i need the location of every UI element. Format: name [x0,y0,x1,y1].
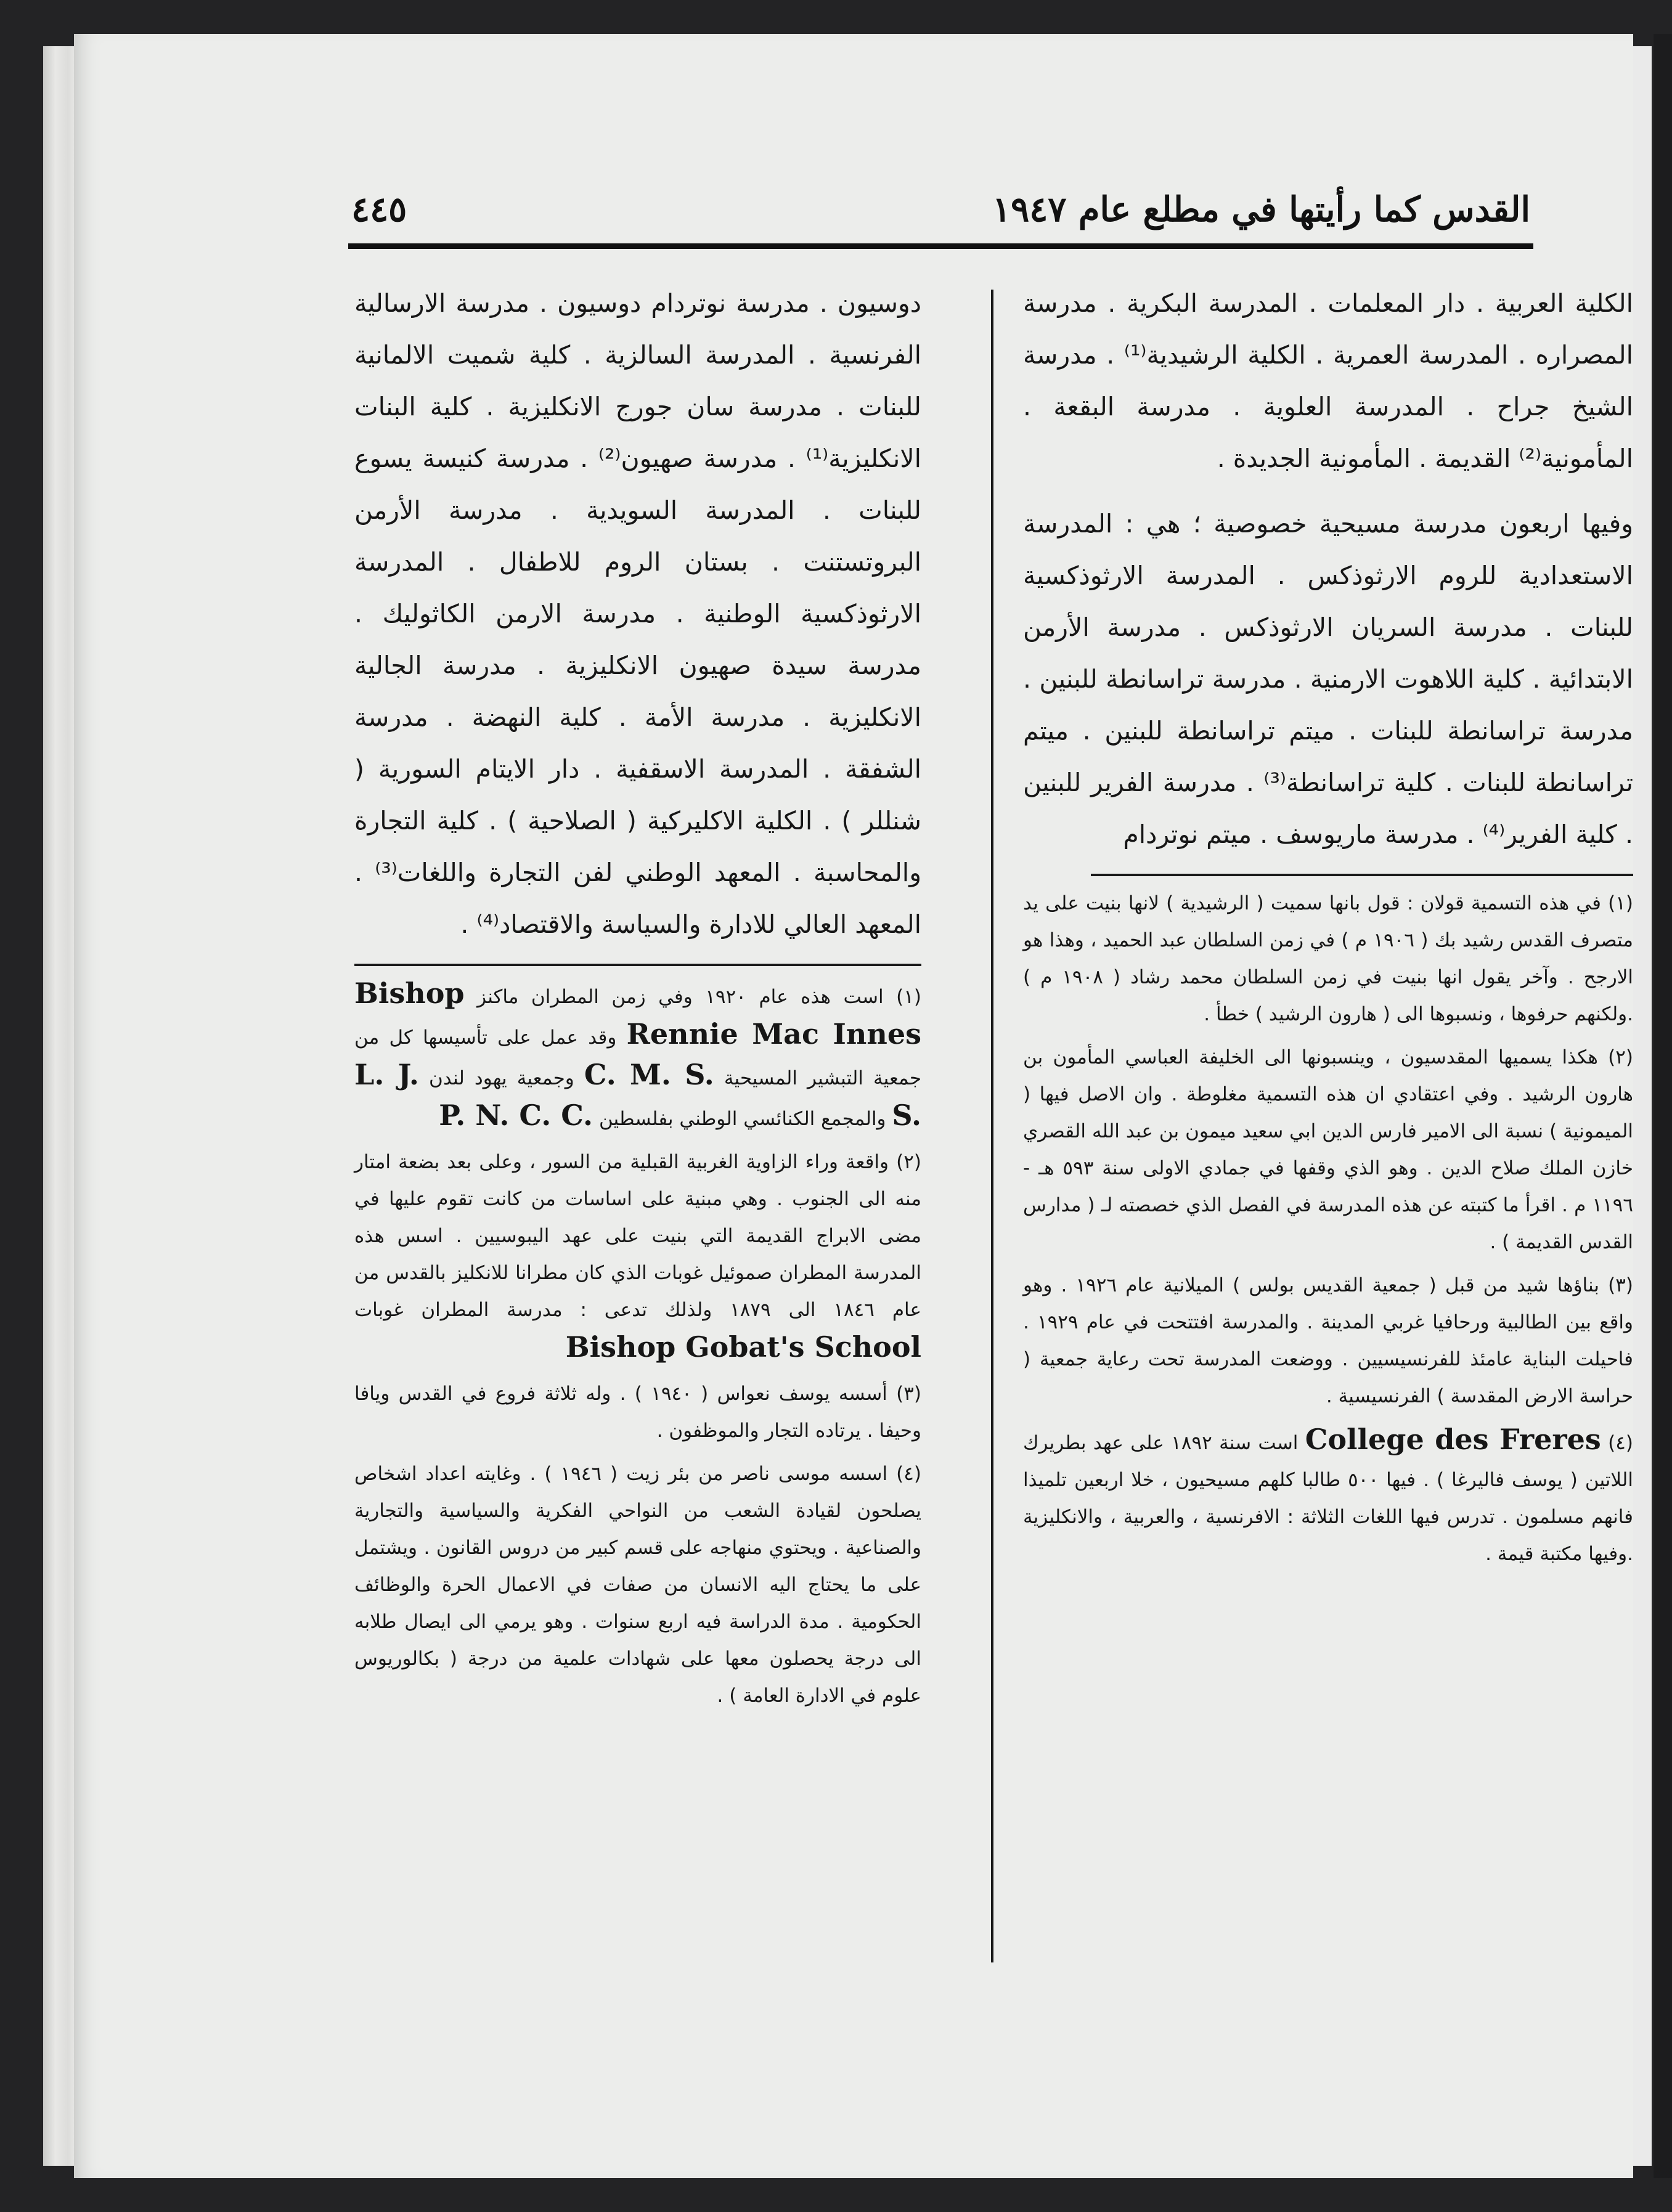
footnote-number: (١) [896,986,922,1008]
column-divider [991,290,993,1962]
footnote: (٤) اسسه موسى ناصر من بئر زيت ( ١٩٤٦ ) . وغايته اعداد اشخاص يصلحون لقيادة الشعب من النواحي الفكرية والسياسية والتجارية والصناعية . ويحتوي منهاجه على قسم كبير من دروس القانون . ويشتمل على ما يحتاج اليه الانسان من صفات في الاعمال الحرة والوظائف الحكومية . مدة الدراسة فيه اربع سنوات . وهو يرمي الى ايصال طلابه الى درجة يحصلون معها على شهادات علمية من درجة ( بكالوريوس علوم في الادارة العامة ) . [354,1463,921,1707]
english-term: L. J. S. [354,1058,921,1132]
english-term: P. N. C. C. [439,1099,593,1132]
footnote [354,975,921,1137]
left-column-body [354,277,921,950]
footnote-rule [354,964,921,966]
footnote-text: وجمعية يهود لندن [428,1067,574,1089]
english-term: Bishop Rennie Mac Innes [354,977,921,1051]
footnote-rule [1091,874,1633,876]
footnote-text: عهد بطريرك اللاتين ( يوسف فاليرغا ) . فيها ٥٠٠ طالبا كلهم مسيحيون ، خلا اربعين تلميذا فانهم مسلمون . تدرس فيها اللغات الثلاثة : الافرنسية ، والعربية ، والانكليزية .وفيها مكتبة قيمة . [1023,1432,1633,1565]
dark-background-edge [1654,34,1672,2178]
left-column [354,277,921,1714]
footnote [354,1144,921,1369]
right-column-body [1023,277,1633,860]
footnote-text: والمجمع الكنائسي الوطني بفلسطين [598,1108,886,1130]
footnote: (٢) هكذا يسميها المقدسيون ، وينسبونها الى الخليفة العباسي المأمون بن هارون الرشيد . وفي اعتقادي ان هذه التسمية مغلوطة . وان الاصل فيها ( الميمونية ) نسبة الى الامير فارس الدين ابي سعيد ميمون بن عبد الله القصري خازن الملك صلاح الدين . وهو الذي وقفها في جمادي الاولى سنة ٥٩٣ هـ - ١١٩٦ م . اقرأ ما كتبته عن هذه المدرسة في الفصل الذي خصصته لـ ( مدارس القدس القديمة ) . [1023,1046,1633,1253]
footnote [1023,1421,1633,1572]
footnote-text: است سنة ١٨٩٢ على [1130,1432,1299,1454]
footnote-text: وقد عمل على تأسيسها كل من جمعية التبشير المسيحية [354,1027,922,1089]
page-number: ٤٤٥ [351,189,407,230]
running-header [351,176,1530,243]
footnote: (٣) بناؤها شيد من قبل ( جمعية القديس بولس ) الميلانية عام ١٩٢٦ . وهو واقع بين الطالبية ورحافيا غربي المدينة . والمدرسة افتتحت في عام ١٩٢٩ . فاحيلت البناية عامئذ للفرنسيسيين . ووضعت المدرسة تحت رعاية جمعية ( حراسة الارض المقدسة ) الفرنسيسية . [1023,1274,1633,1407]
english-term: C. M. S. [584,1058,714,1091]
footnote-number: (٢) [896,1151,922,1173]
footnote-number: (٤) [1608,1432,1634,1454]
right-column [1023,277,1633,1572]
page-title: القدس كما رأيتها في مطلع عام ١٩٤٧ [992,189,1530,230]
english-term: College des Freres [1305,1423,1601,1456]
paragraph: الكلية العربية . دار المعلمات . المدرسة البكرية . مدرسة المصراره . المدرسة العمرية . الكلية الرشيدية⁽¹⁾ . مدرسة الشيخ جراح . المدرسة العلوية . مدرسة البقعة . المأمونية⁽²⁾ القديمة . المأمونية الجديدة . [1023,288,1633,473]
header-rule [348,243,1533,249]
paragraph: وفيها اربعون مدرسة مسيحية خصوصية ؛ هي : المدرسة الاستعدادية للروم الارثوذكس . المدرسة الارثوذكسية للبنات . مدرسة السريان الارثوذكس . مدرسة الأرمن الابتدائية . كلية اللاهوت الارمنية . مدرسة تراسانطة للبنين . مدرسة تراسانطة للبنات . ميتم تراسانطة للبنين . ميتم تراسانطة للبنات . كلية تراسانطة⁽³⁾ . مدرسة الفرير للبنين . كلية الفرير⁽⁴⁾ . مدرسة ماريوسف . ميتم نوتردام [1023,509,1633,849]
footnote: (٣) أسسه يوسف نعواس ( ١٩٤٠ ) . وله ثلاثة فروع في القدس ويافا وحيفا . يرتاده التجار والموظفون . [354,1383,921,1442]
paragraph: دوسيون . مدرسة نوتردام دوسيون . مدرسة الارسالية الفرنسية . المدرسة السالزية . كلية شميت الالمانية للبنات . مدرسة سان جورج الانكليزية . كلية البنات الانكليزية⁽¹⁾ . مدرسة صهيون⁽²⁾ . مدرسة كنيسة يسوع للبنات . المدرسة السويدية . مدرسة الأرمن البروتستنت . بستان الروم للاطفال . المدرسة الارثوذكسية الوطنية . مدرسة الارمن الكاثوليك . مدرسة سيدة صهيون الانكليزية . مدرسة الجالية الانكليزية . مدرسة الأمة . كلية النهضة . مدرسة الشفقة . المدرسة الاسقفية . دار الايتام السورية ( شنللر ) . الكلية الاكليركية ( الصلاحية ) . كلية التجارة والمحاسبة . المعهد الوطني لفن التجارة واللغات⁽³⁾ . المعهد العالي للادارة والسياسة والاقتصاد⁽⁴⁾ . [354,288,921,939]
footnote-text: واقعة وراء الزاوية الغربية القبلية من السور ، وعلى بعد بضعة امتار منه الى الجنوب . وهي مبنية على اساسات من كانت تقوم عليها في مضى الابراج القديمة التي بنيت على عهد اليبوسيين . اسس هذه المدرسة المطران صموئيل غوبات الذي كان مطرانا للانكليز بالقدس من عام ١٨٤٦ الى ١٨٧٩ ولذلك تدعى : مدرسة المطران غوبات [354,1151,921,1321]
english-term: Bishop Gobat's School [565,1330,921,1364]
footnote-text: است هذه عام ١٩٢٠ وفي زمن المطران ماكنز [477,986,884,1008]
footnote: (١) في هذه التسمية قولان : قول بانها سميت ( الرشيدية ) لانها بنيت على يد متصرف القدس رشيد بك ( ١٩٠٦ م ) في زمن السلطان عبد الحميد ، وهذا هو الارجح . وآخر يقول انها بنيت في زمن السلطان محمد رشاد ( ١٩٠٨ م ) .ولكنهم حرفوها ، ونسبوها الى ( هارون الرشيد ) خطأ . [1023,892,1633,1025]
